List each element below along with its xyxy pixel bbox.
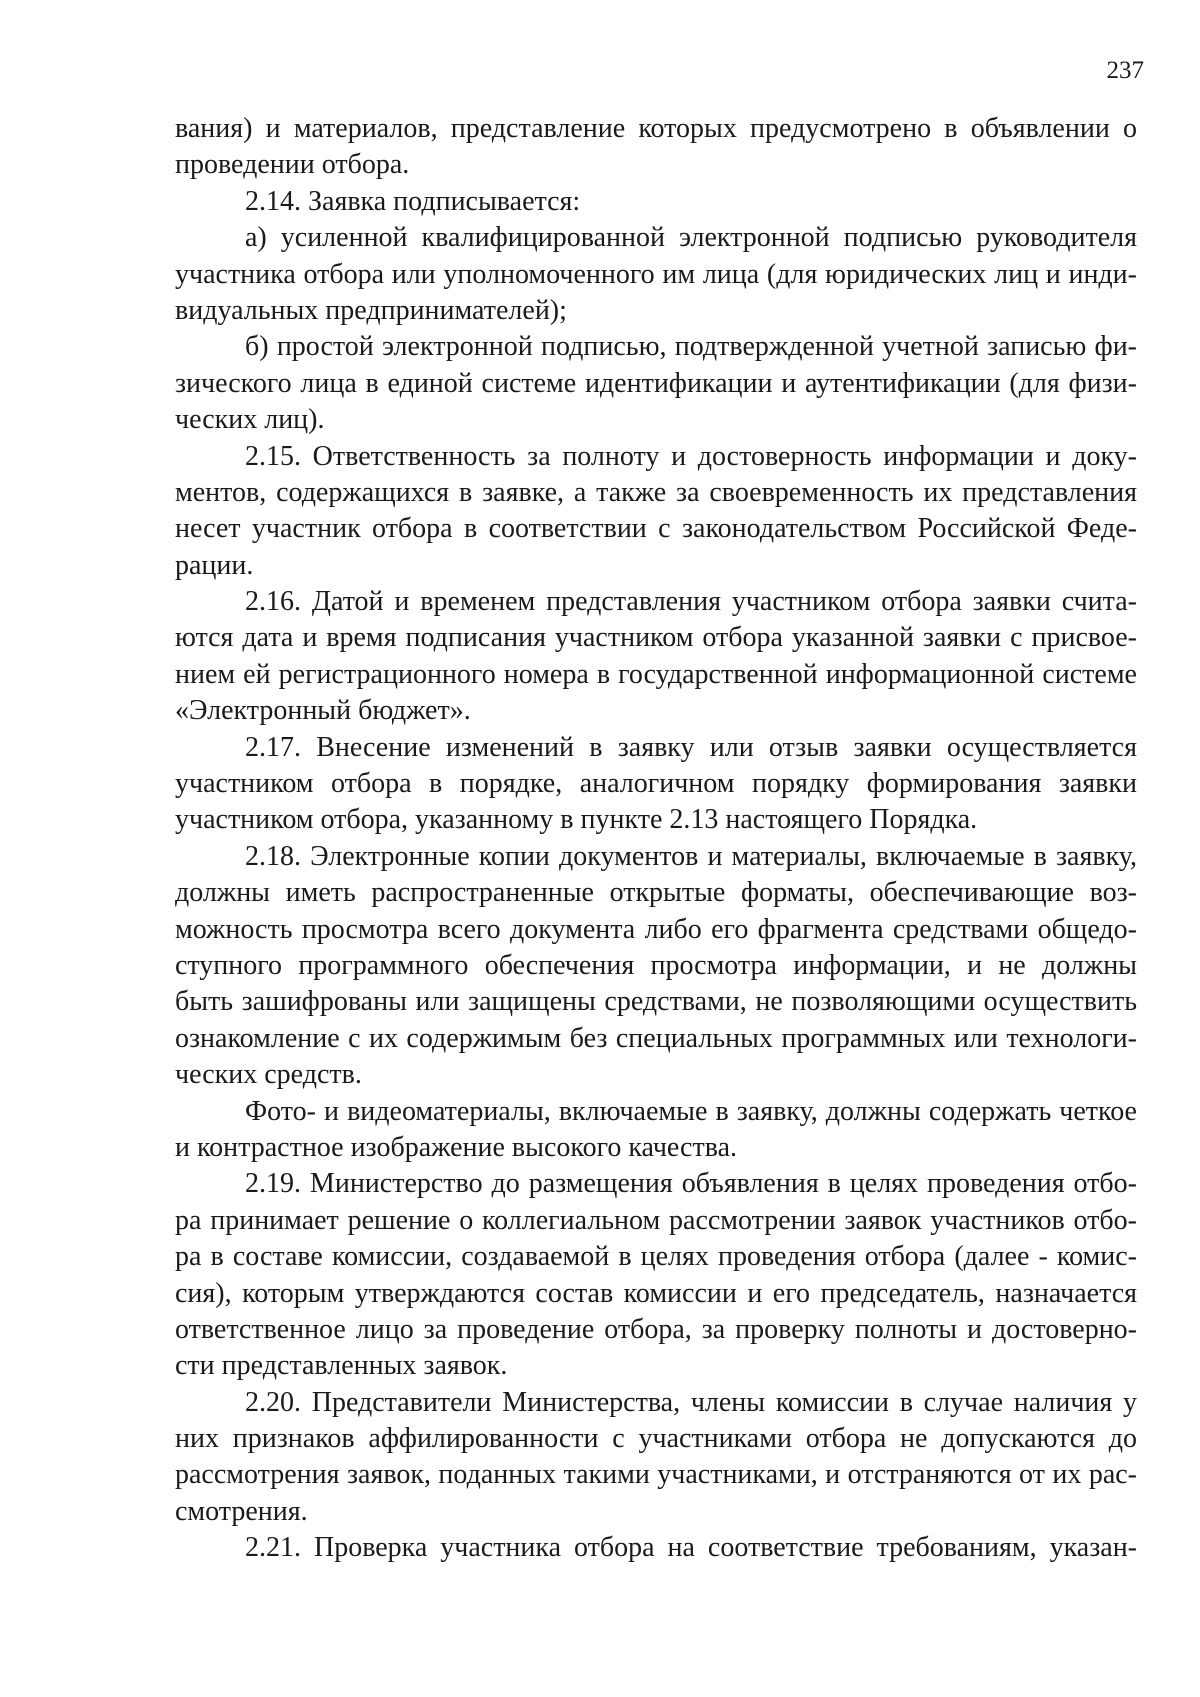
text-line: 2.16. Датой и временем представления участником отбора заявки счита- [245, 586, 1137, 618]
text-line: 2.18. Электронные копии документов и материалы, включаемые в заявку, [245, 840, 1137, 872]
text-line: ра принимает решение о коллегиальном рассмотрении заявок участников отбо- [175, 1204, 1137, 1236]
text-line: «Электронный бюджет». [175, 695, 471, 727]
text-line: участником отбора, указанному в пункте 2.13 настоящего Порядка. [175, 804, 978, 836]
text-line: 2.15. Ответственность за полноту и достоверность информации и доку- [245, 440, 1137, 472]
text-line: несет участник отбора в соответствии с законодательством Российской Феде- [175, 513, 1137, 545]
text-line: 2.17. Внесение изменений в заявку или отзыв заявки осуществляется [245, 731, 1137, 763]
text-line: вания) и материалов, представление которых предусмотрено в объявлении о [175, 113, 1137, 144]
text-line: участником отбора в порядке, аналогичном порядку формирования заявки [175, 768, 1137, 800]
text-line: смотрения. [175, 1495, 308, 1527]
text-line: Фото- и видеоматериалы, включаемые в заявку, должны содержать четкое [245, 1095, 1137, 1127]
text-line: них признаков аффилированности с участниками отбора не допускаются до [175, 1423, 1137, 1455]
text-line: ознакомление с их содержимым без специальных программных или технологи- [175, 1022, 1137, 1054]
page-number: 237 [1106, 57, 1144, 84]
text-line: ступного программного обеспечения просмотра информации, и не должны [175, 949, 1137, 981]
text-line: 2.19. Министерство до размещения объявления в целях проведения отбо- [245, 1168, 1137, 1200]
text-line: 2.14. Заявка подписывается: [245, 185, 581, 217]
text-line: ческих лиц). [175, 404, 325, 436]
text-line: а) усиленной квалифицированной электронной подписью руководителя [245, 222, 1137, 254]
document-body [175, 111, 1137, 1567]
text-line: ра в составе комиссии, создаваемой в целях проведения отбора (далее - комис- [175, 1241, 1137, 1273]
text-line: сия), которым утверждаются состав комиссии и его председатель, назначается [175, 1277, 1137, 1309]
text-line: ческих средств. [175, 1059, 362, 1091]
text-line: нием ей регистрационного номера в государственной информационной системе [175, 658, 1137, 690]
text-line: рассмотрения заявок, поданных такими участниками, и отстраняются от их рас- [175, 1459, 1137, 1491]
text-line: ментов, содержащихся в заявке, а также за своевременность их представления [175, 476, 1137, 508]
text-line: должны иметь распространенные открытые форматы, обеспечивающие воз- [175, 877, 1137, 909]
text-line: 2.21. Проверка участника отбора на соответствие требованиям, указан- [245, 1532, 1137, 1564]
text-line: быть зашифрованы или защищены средствами, не позволяющими осуществить [175, 986, 1137, 1018]
text-line: сти представленных заявок. [175, 1350, 508, 1382]
text-line: и контрастное изображение высокого качества. [175, 1131, 737, 1163]
text-line: ются дата и время подписания участником отбора указанной заявки с присвое- [175, 622, 1137, 654]
text-line: видуальных предпринимателей); [175, 294, 567, 326]
text-line: рации. [175, 549, 254, 581]
text-line: проведении отбора. [175, 149, 410, 181]
text-line: зического лица в единой системе идентификации и аутентификации (для физи- [175, 367, 1137, 399]
text-line: б) простой электронной подписью, подтвержденной учетной записью фи- [245, 331, 1137, 363]
text-line: 2.20. Представители Министерства, члены комиссии в случае наличия у [245, 1386, 1137, 1418]
text-line: участника отбора или уполномоченного им лица (для юридических лиц и инди- [175, 258, 1137, 290]
text-line: ответственное лицо за проведение отбора, за проверку полноты и достоверно- [175, 1313, 1137, 1345]
text-line: можность просмотра всего документа либо его фрагмента средствами общедо- [175, 913, 1137, 945]
